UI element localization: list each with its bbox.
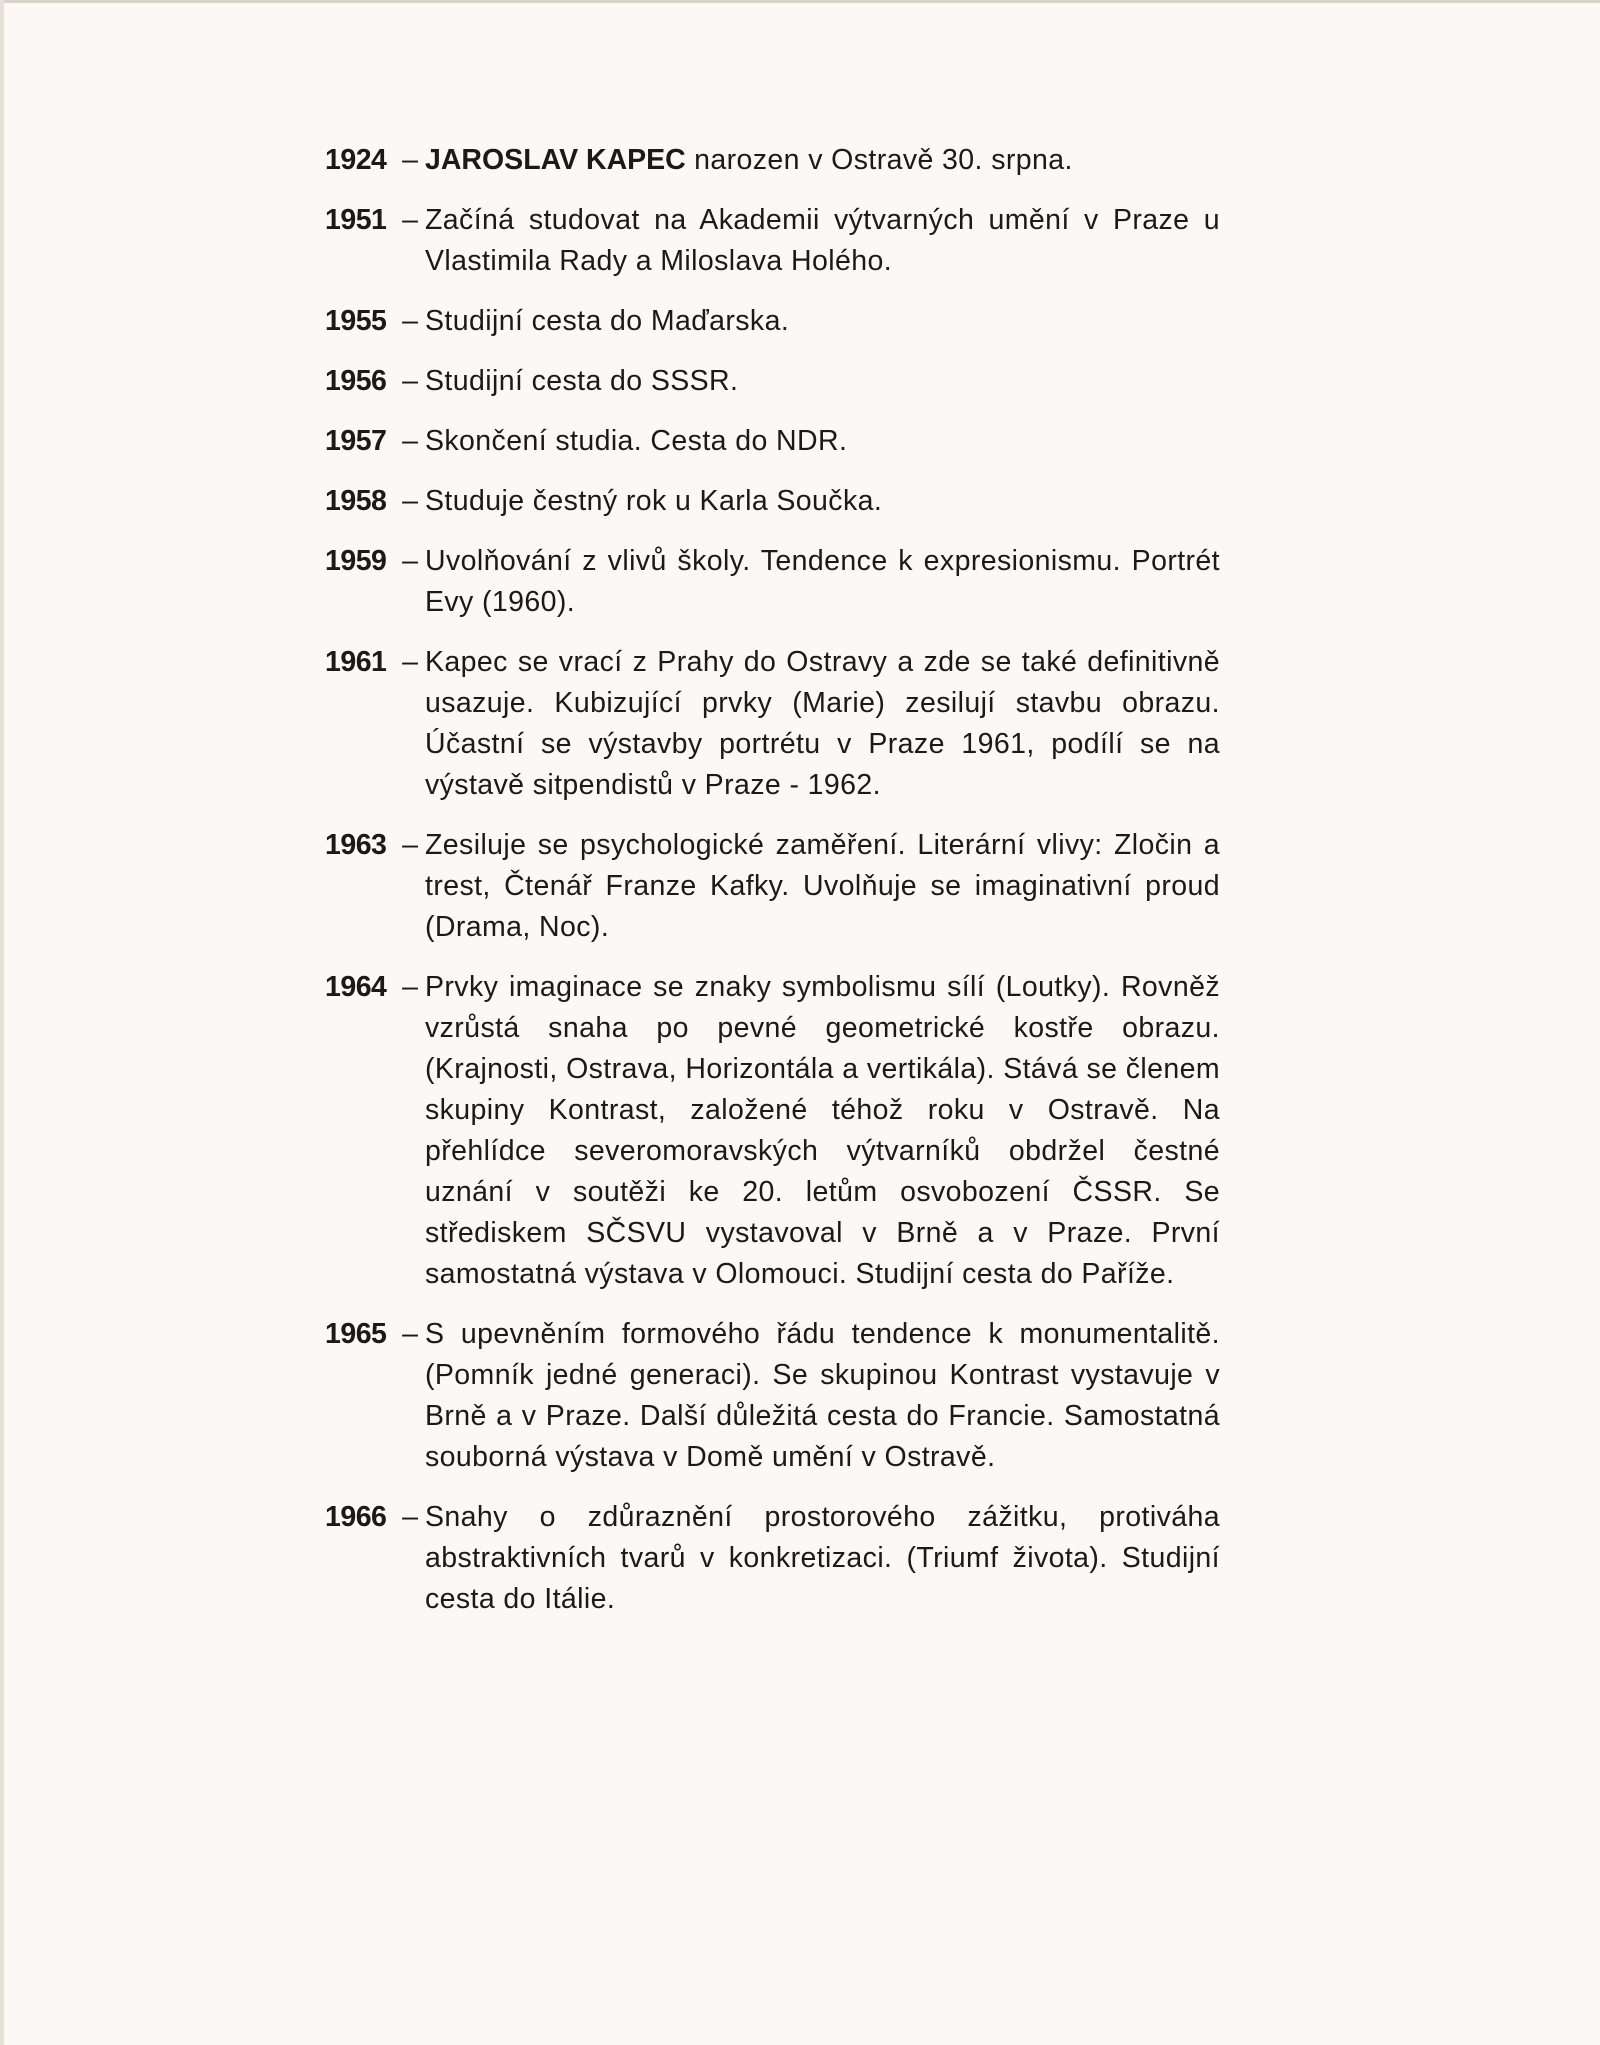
entry-text: Uvolňování z vlivů školy. Tendence k expresionismu. Portrét Evy (1960). (425, 545, 1220, 618)
entry-year: 1964 (325, 971, 387, 1003)
entry-text: Studijní cesta do Maďarska. (425, 305, 790, 337)
entry-dash: – (402, 204, 418, 236)
entry-year: 1956 (325, 365, 387, 397)
entry-year: 1958 (325, 485, 387, 517)
entry-year: 1951 (325, 204, 387, 236)
entry-text: Zesiluje se psychologické zaměření. Literární vlivy: Zločin a trest, Čtenář Franze Kafky. Uvolňuje se imaginativní proud (Drama, Noc). (425, 829, 1220, 943)
chronology-entry-1963 (325, 825, 1220, 948)
entry-text: Studuje čestný rok u Karla Součka. (425, 485, 883, 517)
chronology-entry-1961 (325, 642, 1220, 806)
entry-dash: – (402, 971, 418, 1003)
chronology-entry-1966 (325, 1497, 1220, 1620)
entry-dash: – (402, 545, 418, 577)
entry-dash: – (402, 646, 418, 678)
entry-text: Snahy o zdůraznění prostorového zážitku, protiváha abstraktivních tvarů v konkretizaci. (Triumf života). Studijní cesta do Itálie. (425, 1501, 1220, 1615)
entry-text: S upevněním formového řádu tendence k monumentalitě. (Pomník jedné generaci). Se skupinou Kontrast vystavuje v Brně a v Praze. Další důležitá cesta do Francie. Samostatná souborná výstava v Domě umění v Ostravě. (425, 1318, 1220, 1473)
entry-year: 1966 (325, 1501, 387, 1533)
chronology-entry-1964 (325, 967, 1220, 1295)
entry-dash: – (402, 305, 418, 337)
entry-year: 1965 (325, 1318, 387, 1350)
chronology-list (325, 140, 1220, 1639)
chronology-entry-1959 (325, 541, 1220, 623)
entry-dash: – (402, 1318, 418, 1350)
chronology-entry-1955 (325, 301, 1220, 342)
entry-text: Kapec se vrací z Prahy do Ostravy a zde se také definitivně usazuje. Kubizující prvky (Marie) zesilují stavbu obrazu. Účastní se výstavby portrétu v Praze 1961, podílí se na výstavě sitpendistů v Praze - 1962. (425, 646, 1220, 801)
entry-text: Skončení studia. Cesta do NDR. (425, 425, 848, 457)
entry-text (425, 140, 1220, 181)
entry-dash: – (402, 1501, 418, 1533)
chronology-entry-1958 (325, 481, 1220, 522)
entry-year: 1955 (325, 305, 387, 337)
chronology-entry-1956 (325, 361, 1220, 402)
page-edge-left (0, 0, 4, 2045)
entry-dash: – (402, 829, 418, 861)
entry-dash: – (402, 365, 418, 397)
artist-name: JAROSLAV KAPEC (425, 144, 686, 176)
entry-year: 1959 (325, 545, 387, 577)
entry-text: Začíná studovat na Akademii výtvarných umění v Praze u Vlastimila Rady a Miloslava Holého. (425, 204, 1220, 277)
chronology-entry-1924 (325, 140, 1220, 181)
entry-text: Studijní cesta do SSSR. (425, 365, 739, 397)
entry-dash: – (402, 425, 418, 457)
entry-year: 1924 (325, 144, 387, 176)
entry-text: Prvky imaginace se znaky symbolismu sílí (Loutky). Rovněž vzrůstá snaha po pevné geometrické kostře obrazu. (Krajnosti, Ostrava, Horizontála a vertikála). Stává se členem skupiny Kontrast, založené téhož roku v Ostravě. Na přehlídce severomoravských výtvarníků obdržel čestné uznání v soutěži ke 20. letům osvobození ČSSR. Se střediskem SČSVU vystavoval v Brně a v Praze. První samostatná výstava v Olomouci. Studijní cesta do Paříže. (425, 971, 1220, 1290)
entry-year: 1957 (325, 425, 387, 457)
chronology-entry-1965 (325, 1314, 1220, 1478)
chronology-entry-1957 (325, 421, 1220, 462)
entry-year: 1963 (325, 829, 387, 861)
chronology-entry-1951 (325, 200, 1220, 282)
entry-year: 1961 (325, 646, 387, 678)
page-edge-top (0, 0, 1600, 3)
entry-dash: – (402, 485, 418, 517)
entry-text-rest: narozen v Ostravě 30. srpna. (685, 144, 1073, 176)
entry-dash: – (402, 144, 418, 176)
